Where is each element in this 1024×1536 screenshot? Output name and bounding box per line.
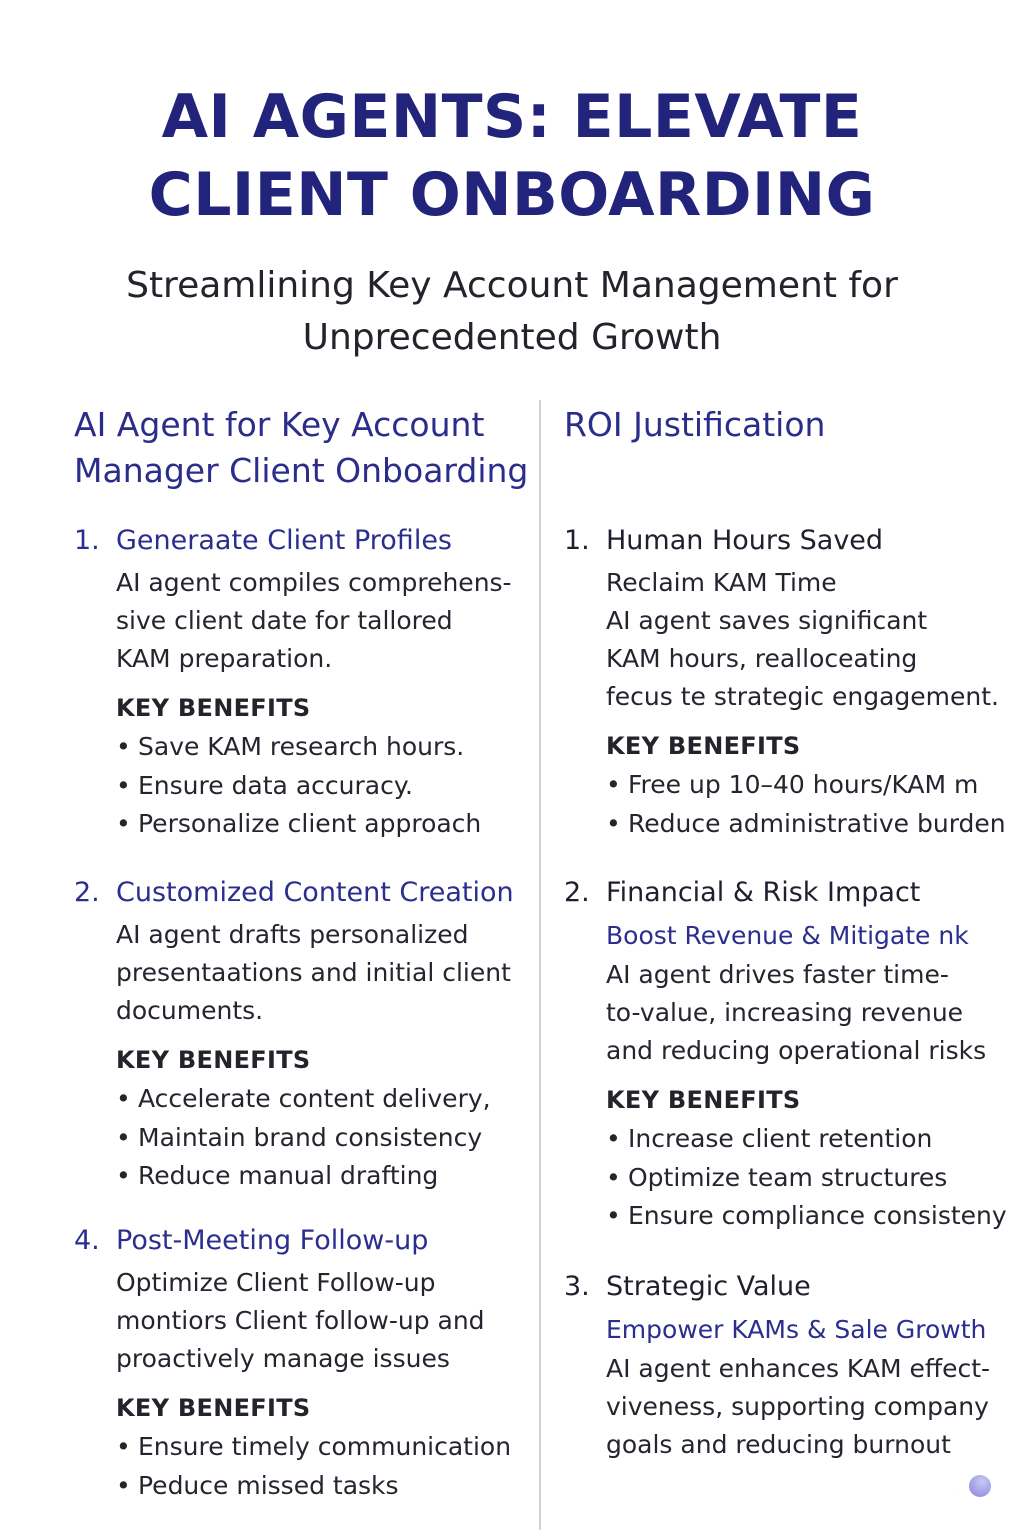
benefit-item: • Free up 10–40 hours/KAM m: [606, 766, 1004, 805]
key-benefits-label: KEY BENEFITS: [606, 1086, 801, 1114]
benefit-item: • Increase client retention: [606, 1120, 1004, 1159]
desc-line: to-value, increasing revenue: [606, 998, 964, 1027]
title-line-2: CLIENT ONBOARDING: [148, 160, 876, 230]
key-benefits-label: KEY BENEFITS: [116, 694, 311, 722]
section-number: 3.: [564, 1271, 590, 1302]
benefit-item: • Reduce administrative burden: [606, 805, 1004, 844]
benefits-list: [116, 1428, 536, 1505]
benefit-item: • Optimize team structures: [606, 1159, 1004, 1198]
desc-line: proactively manage issues: [116, 1344, 450, 1373]
key-benefits-label: KEY BENEFITS: [606, 732, 801, 760]
benefit-item: • Ensure data accuracy.: [116, 767, 536, 806]
left-column-heading: [74, 402, 536, 494]
left-heading-line-2: Manager Client Onboarding: [74, 451, 529, 490]
section-description: [606, 956, 1004, 1070]
benefit-item: • Ensure compliance consisteny: [606, 1197, 1004, 1236]
section-number: 1.: [74, 525, 100, 556]
section-title: Financial & Risk Impact: [606, 877, 921, 908]
benefit-item: • Reduce manual drafting: [116, 1157, 536, 1196]
title-line-1: AI AGENTS: ELEVATE: [161, 82, 863, 152]
right-section-financial: [564, 872, 1007, 1236]
left-section-content: [74, 872, 536, 1196]
benefits-list: [606, 766, 1004, 843]
section-number: 2.: [74, 877, 100, 908]
benefits-list: [606, 1120, 1007, 1236]
desc-line: KAM hours, realloceating: [606, 644, 918, 673]
section-header: [564, 872, 1004, 914]
desc-line: AI agent drafts personalized: [116, 920, 469, 949]
desc-line: AI agent saves significant: [606, 606, 928, 635]
left-section-profiles: [74, 520, 536, 844]
header: [0, 78, 1024, 364]
benefit-item: • Save KAM research hours.: [116, 728, 536, 767]
section-title: Strategic Value: [606, 1271, 811, 1302]
section-title: Human Hours Saved: [606, 525, 884, 556]
benefit-item: • Ensure timely communication: [116, 1428, 536, 1467]
section-number: 4.: [74, 1225, 100, 1256]
desc-line: fecus te strategic engagement.: [606, 682, 999, 711]
desc-line: montiors Client follow-up and: [116, 1306, 485, 1335]
subtitle-line-2: Unprecedented Growth: [302, 317, 722, 358]
section-number: 1.: [564, 525, 590, 556]
column-divider: [539, 400, 541, 1530]
left-section-followup: [74, 1220, 536, 1505]
right-column-heading: ROI Justification: [564, 405, 826, 444]
desc-line: AI agent enhances KAM effect-: [606, 1354, 991, 1383]
section-description: [606, 1350, 1004, 1464]
benefit-item: • Peduce missed tasks: [116, 1467, 536, 1506]
desc-line: and reducing operational risks: [606, 1036, 987, 1065]
section-number: 2.: [564, 877, 590, 908]
right-section-strategic: [564, 1266, 1004, 1464]
section-subtitle: Empower KAMs & Sale Growth: [606, 1315, 987, 1344]
key-benefits-label: KEY BENEFITS: [116, 1046, 311, 1074]
section-header: [564, 520, 1004, 562]
section-header: [564, 1266, 1004, 1308]
benefits-list: [116, 1080, 536, 1196]
key-benefits-label: KEY BENEFITS: [116, 1394, 311, 1422]
section-header: [74, 1220, 536, 1262]
left-column: [74, 402, 536, 1500]
section-title: Customized Content Creation: [116, 877, 514, 908]
benefits-list: [116, 728, 536, 844]
desc-line: KAM preparation.: [116, 644, 333, 673]
benefit-item: • Maintain brand consistency: [116, 1119, 536, 1158]
desc-line: AI agent drives faster time-: [606, 960, 949, 989]
section-description: [116, 1264, 536, 1378]
section-description: [116, 916, 536, 1030]
desc-line: AI agent compiles comprehens-: [116, 568, 512, 597]
section-title: Post-Meeting Follow-up: [116, 1225, 429, 1256]
benefit-item: • Accelerate content delivery,: [116, 1080, 536, 1119]
right-section-hours: [564, 520, 1004, 843]
desc-line: viveness, supporting company: [606, 1392, 989, 1421]
section-header: [74, 520, 536, 562]
section-header: [74, 872, 536, 914]
section-subtitle: Boost Revenue & Mitigate nk: [606, 921, 969, 950]
desc-line: Optimize Client Follow-up: [116, 1268, 436, 1297]
section-title: Generaate Client Profiles: [116, 525, 452, 556]
section-description: [116, 564, 536, 678]
moon-logo-icon: [954, 1474, 994, 1510]
desc-line: goals and reducing burnout: [606, 1430, 951, 1459]
desc-line: documents.: [116, 996, 264, 1025]
subtitle-line-1: Streamlining Key Account Management for: [126, 265, 898, 306]
desc-line: sive client date for tallored: [116, 606, 453, 635]
section-subtitle: Reclaim KAM Time: [606, 568, 837, 597]
desc-line: presentaations and initial client: [116, 958, 511, 987]
page-title: [0, 78, 1024, 234]
left-heading-line-1: AI Agent for Key Account: [74, 405, 485, 444]
benefit-item: • Personalize client approach: [116, 805, 536, 844]
section-description: [606, 602, 1004, 716]
page-subtitle: [0, 260, 1024, 364]
right-column: [564, 402, 1007, 1459]
